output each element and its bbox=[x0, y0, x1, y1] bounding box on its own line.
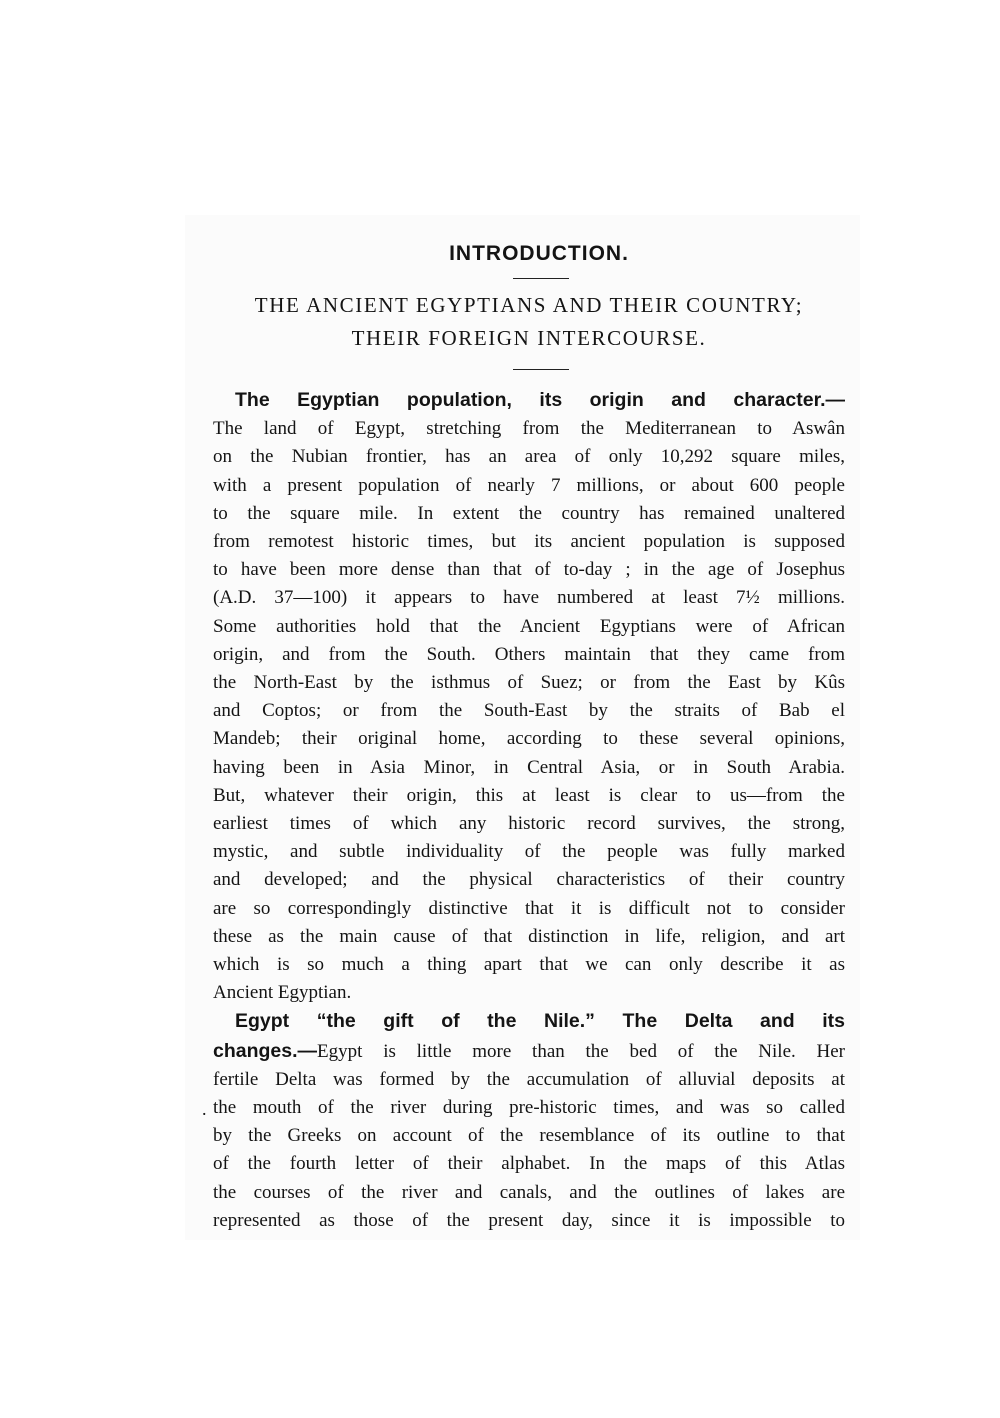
text-line: which is so much a thing apart that we can only describe it as bbox=[213, 954, 845, 976]
subtitle-line-1: THE ANCIENT EGYPTIANS AND THEIR COUNTRY; bbox=[254, 293, 804, 317]
section-heading-population: The Egyptian population, its origin and character.— bbox=[235, 389, 845, 411]
section-heading-nile-cont: changes.— bbox=[213, 1039, 318, 1062]
text-line: of the fourth letter of their alphabet. In the maps of this Atlas bbox=[213, 1153, 845, 1175]
chapter-subtitle bbox=[213, 289, 845, 355]
text-line: the North-East by the isthmus of Suez; or from the East by Kûs bbox=[213, 672, 845, 694]
text-line: and Coptos; or from the South-East by the straits of Bab el bbox=[213, 700, 845, 722]
text-line: earliest times of which any historic record survives, the strong, bbox=[213, 813, 845, 835]
text-line: and developed; and the physical characteristics of their country bbox=[213, 869, 845, 891]
page-title: INTRODUCTION. bbox=[449, 242, 629, 265]
text-line: The land of Egypt, stretching from the Mediterranean to Aswân bbox=[213, 418, 845, 440]
text-line: the courses of the river and canals, and the outlines of lakes are bbox=[213, 1181, 845, 1203]
text-line: on the Nubian frontier, has an area of only 10,292 square miles, bbox=[213, 446, 845, 468]
stray-mark: . bbox=[202, 1099, 207, 1119]
text-line: Ancient Egyptian. bbox=[213, 982, 352, 1004]
text-line: Some authorities hold that the Ancient Egyptians were of African bbox=[213, 615, 845, 637]
text-line: these as the main cause of that distinction in life, religion, and art bbox=[213, 925, 845, 947]
text-line: the mouth of the river during pre-historic times, and was so called bbox=[213, 1097, 845, 1119]
text-line: with a present population of nearly 7 millions, or about 600 people bbox=[213, 474, 845, 496]
paragraph-population bbox=[213, 386, 845, 1007]
text-line bbox=[213, 1037, 845, 1066]
section-heading-line bbox=[213, 1007, 845, 1036]
text-line: But, whatever their origin, this at least is clear to us—from the bbox=[213, 784, 845, 806]
paragraph-nile bbox=[213, 1007, 845, 1235]
section-heading-nile: Egypt “the gift of the Nile.” The Delta and its bbox=[235, 1010, 845, 1033]
text-line: origin, and from the South. Others maintain that they came from bbox=[213, 643, 845, 665]
subtitle-line-2: THEIR FOREIGN INTERCOURSE. bbox=[351, 326, 707, 350]
title-divider bbox=[513, 278, 569, 279]
text-line-rest: Egypt is little more than the bed of the Nile. Her bbox=[317, 1040, 845, 1062]
text-line: to have been more dense than that of to-day ; in the age of Josephus bbox=[213, 559, 845, 581]
text-line: to the square mile. In extent the country has remained unaltered bbox=[213, 502, 845, 524]
text-line: represented as those of the present day, since it is impossible to bbox=[213, 1209, 845, 1231]
text-line: are so correspondingly distinctive that it is difficult not to consider bbox=[213, 897, 845, 919]
subtitle-divider bbox=[513, 369, 569, 370]
text-line: Mandeb; their original home, according to these several opinions, bbox=[213, 728, 845, 750]
section-heading-line bbox=[213, 386, 845, 415]
text-line: fertile Delta was formed by the accumulation of alluvial deposits at bbox=[213, 1068, 845, 1090]
text-line: by the Greeks on account of the resemblance of its outline to that bbox=[213, 1125, 845, 1147]
document-body bbox=[213, 238, 845, 1235]
text-line: from remotest historic times, but its ancient population is supposed bbox=[213, 531, 845, 553]
text-line: having been in Asia Minor, in Central Asia, or in South Arabia. bbox=[213, 756, 845, 778]
text-line: mystic, and subtle individuality of the people was fully marked bbox=[213, 841, 845, 863]
text-line: (A.D. 37—100) it appears to have numbered at least 7½ millions. bbox=[213, 587, 845, 609]
